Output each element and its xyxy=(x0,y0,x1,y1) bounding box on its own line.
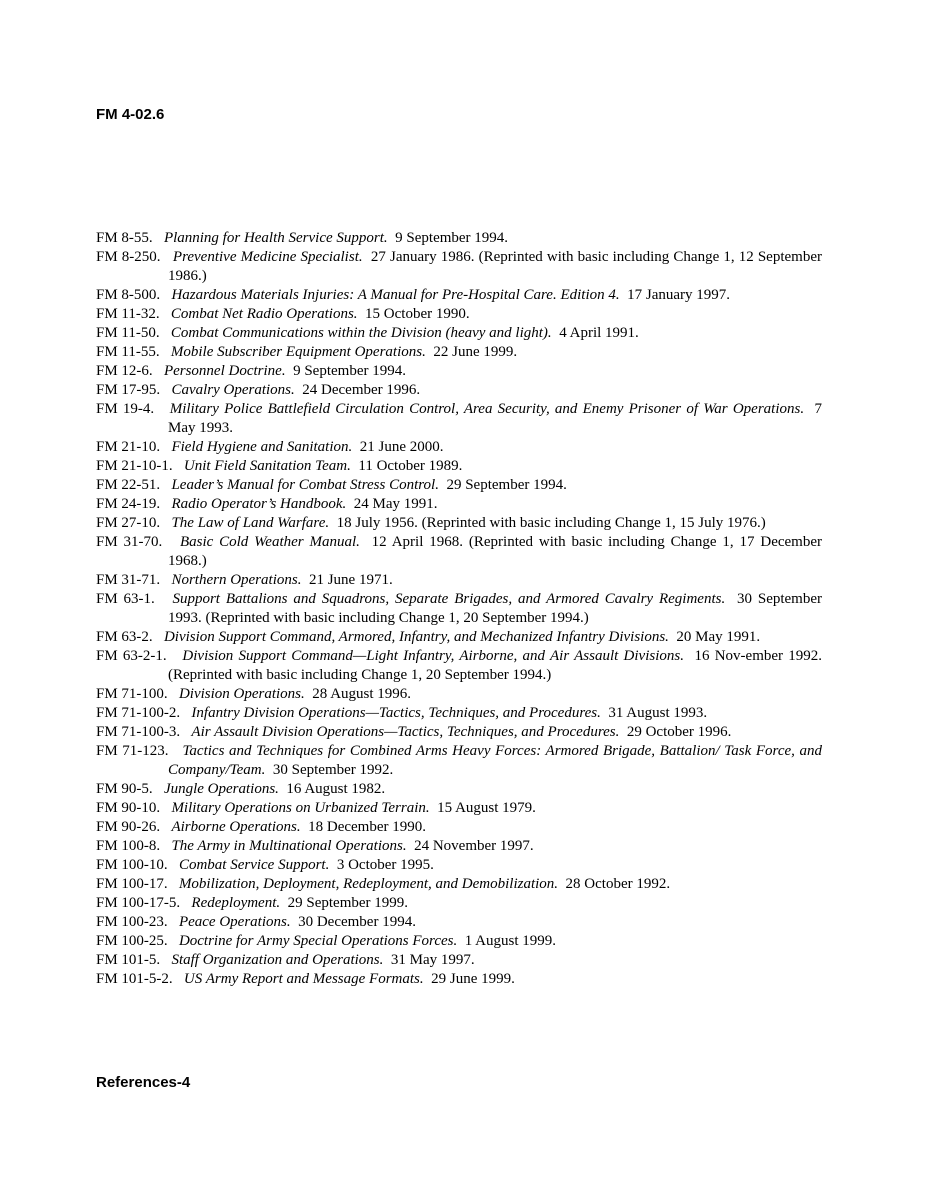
reference-title: Division Operations. xyxy=(178,686,305,702)
reference-entry xyxy=(96,343,822,362)
reference-entry xyxy=(96,818,822,837)
reference-date: 31 August 1993. xyxy=(608,705,708,721)
reference-date: 9 September 1994. xyxy=(293,363,406,379)
reference-date: 15 October 1990. xyxy=(365,306,470,322)
reference-date: 28 August 1996. xyxy=(312,686,412,702)
reference-entry xyxy=(96,951,822,970)
reference-date: 29 September 1999. xyxy=(287,895,409,911)
reference-number: FM 31-70. xyxy=(96,534,163,550)
reference-number: FM 101-5-2. xyxy=(96,971,173,987)
reference-entry xyxy=(96,381,822,400)
reference-entry xyxy=(96,400,822,438)
reference-entry xyxy=(96,248,822,286)
reference-title: Military Police Battlefield Circulation Control, Area Security, and Enemy Prisoner of War Operations. xyxy=(169,401,805,417)
reference-entry xyxy=(96,647,822,685)
reference-date: 11 October 1989. xyxy=(358,458,463,474)
reference-number: FM 17-95. xyxy=(96,382,161,398)
reference-title: Support Battalions and Squadrons, Separate Brigades, and Armored Cavalry Regiments. xyxy=(172,591,726,607)
reference-date: 21 June 2000. xyxy=(359,439,444,455)
reference-number: FM 90-10. xyxy=(96,800,161,816)
reference-entry xyxy=(96,476,822,495)
reference-entry xyxy=(96,362,822,381)
reference-date: 4 April 1991. xyxy=(559,325,639,341)
reference-title: Radio Operator’s Handbook. xyxy=(171,496,347,512)
reference-number: FM 8-250. xyxy=(96,249,161,265)
reference-date: 7 May 1993. xyxy=(168,401,823,436)
reference-title: Basic Cold Weather Manual. xyxy=(179,534,360,550)
reference-date: 18 December 1990. xyxy=(308,819,426,835)
reference-entry xyxy=(96,932,822,951)
reference-entry xyxy=(96,305,822,324)
reference-title: Air Assault Division Operations—Tactics, Techniques, and Procedures. xyxy=(191,724,620,740)
reference-number: FM 21-10. xyxy=(96,439,161,455)
reference-entry xyxy=(96,229,822,248)
reference-date: 29 June 1999. xyxy=(431,971,515,987)
reference-entry xyxy=(96,856,822,875)
reference-title: Infantry Division Operations—Tactics, Techniques, and Procedures. xyxy=(191,705,601,721)
reference-entry xyxy=(96,875,822,894)
reference-date: 29 September 1994. xyxy=(446,477,567,493)
reference-date: 15 August 1979. xyxy=(437,800,536,816)
reference-date: 31 May 1997. xyxy=(390,952,475,968)
reference-entry xyxy=(96,590,822,628)
reference-date: 24 December 1996. xyxy=(302,382,421,398)
reference-date: 16 August 1982. xyxy=(286,781,386,797)
reference-title: Leader’s Manual for Combat Stress Control. xyxy=(171,477,439,493)
reference-number: FM 100-10. xyxy=(96,857,168,873)
reference-number: FM 90-5. xyxy=(96,781,153,797)
reference-title: Combat Net Radio Operations. xyxy=(170,306,358,322)
reference-number: FM 101-5. xyxy=(96,952,161,968)
reference-number: FM 11-50. xyxy=(96,325,160,341)
reference-entry xyxy=(96,457,822,476)
reference-title: Hazardous Materials Injuries: A Manual for Pre-Hospital Care. Edition 4. xyxy=(171,287,620,303)
reference-date: 17 January 1997. xyxy=(627,287,731,303)
reference-date: 24 May 1991. xyxy=(353,496,438,512)
reference-number: FM 100-23. xyxy=(96,914,168,930)
page-footer: References-4 xyxy=(96,1074,191,1091)
reference-date: 9 September 1994. xyxy=(395,230,509,246)
reference-title: The Army in Multinational Operations. xyxy=(171,838,407,854)
reference-date: 12 April 1968. (Reprinted with basic including Change 1, 17 December 1968.) xyxy=(168,534,822,569)
reference-title: Personnel Doctrine. xyxy=(163,363,286,379)
reference-date: 29 October 1996. xyxy=(626,724,732,740)
reference-date: 1 August 1999. xyxy=(464,933,556,949)
reference-title: Mobilization, Deployment, Redeployment, and Demobilization. xyxy=(178,876,559,892)
reference-title: The Law of Land Warfare. xyxy=(171,515,330,531)
reference-number: FM 21-10-1. xyxy=(96,458,173,474)
reference-title: Staff Organization and Operations. xyxy=(171,952,384,968)
reference-number: FM 63-1. xyxy=(96,591,155,607)
reference-number: FM 90-26. xyxy=(96,819,161,835)
reference-title: Military Operations on Urbanized Terrain. xyxy=(171,800,430,816)
reference-date: 28 October 1992. xyxy=(565,876,671,892)
reference-entry xyxy=(96,324,822,343)
reference-date: 20 May 1991. xyxy=(676,629,761,645)
reference-title: Doctrine for Army Special Operations Forces. xyxy=(178,933,458,949)
reference-title: US Army Report and Message Formats. xyxy=(183,971,424,987)
reference-number: FM 100-17-5. xyxy=(96,895,181,911)
reference-number: FM 31-71. xyxy=(96,572,161,588)
reference-title: Tactics and Techniques for Combined Arms Heavy Forces: Armored Brigade, Battalion/ Task Force, and Company/Team. xyxy=(168,743,823,778)
reference-entry xyxy=(96,495,822,514)
reference-title: Field Hygiene and Sanitation. xyxy=(171,439,353,455)
reference-entry xyxy=(96,286,822,305)
reference-entry xyxy=(96,970,822,989)
reference-number: FM 63-2-1. xyxy=(96,648,167,664)
reference-number: FM 63-2. xyxy=(96,629,153,645)
reference-entry xyxy=(96,742,822,780)
reference-number: FM 100-17. xyxy=(96,876,168,892)
reference-date: 22 June 1999. xyxy=(433,344,518,360)
reference-entry xyxy=(96,780,822,799)
reference-entry xyxy=(96,913,822,932)
reference-date: 18 July 1956. (Reprinted with basic including Change 1, 15 July 1976.) xyxy=(336,515,766,531)
reference-title: Mobile Subscriber Equipment Operations. xyxy=(170,344,426,360)
reference-number: FM 100-8. xyxy=(96,838,161,854)
reference-entry xyxy=(96,438,822,457)
reference-title: Planning for Health Service Support. xyxy=(163,230,388,246)
reference-entry xyxy=(96,685,822,704)
reference-entry xyxy=(96,837,822,856)
reference-entry xyxy=(96,894,822,913)
reference-date: 3 October 1995. xyxy=(336,857,434,873)
reference-date: 21 June 1971. xyxy=(308,572,393,588)
reference-date: 24 November 1997. xyxy=(414,838,534,854)
reference-entry xyxy=(96,723,822,742)
reference-date: 30 December 1994. xyxy=(298,914,416,930)
reference-title: Cavalry Operations. xyxy=(171,382,295,398)
reference-entry xyxy=(96,514,822,533)
reference-number: FM 71-100-2. xyxy=(96,705,181,721)
reference-number: FM 8-55. xyxy=(96,230,153,246)
reference-number: FM 24-19. xyxy=(96,496,161,512)
reference-title: Combat Service Support. xyxy=(178,857,330,873)
reference-number: FM 11-32. xyxy=(96,306,160,322)
reference-number: FM 22-51. xyxy=(96,477,161,493)
reference-entry xyxy=(96,571,822,590)
reference-number: FM 100-25. xyxy=(96,933,168,949)
reference-title: Division Support Command—Light Infantry, Airborne, and Air Assault Divisions. xyxy=(182,648,684,664)
reference-title: Northern Operations. xyxy=(171,572,302,588)
reference-number: FM 12-6. xyxy=(96,363,153,379)
reference-title: Preventive Medicine Specialist. xyxy=(172,249,363,265)
reference-number: FM 8-500. xyxy=(96,287,161,303)
reference-title: Unit Field Sanitation Team. xyxy=(183,458,351,474)
reference-entry xyxy=(96,799,822,818)
reference-list xyxy=(96,229,822,989)
reference-title: Redeployment. xyxy=(191,895,281,911)
reference-date: 16 Nov-ember 1992. (Reprinted with basic including Change 1, 20 September 1994.) xyxy=(168,648,823,683)
reference-entry xyxy=(96,628,822,647)
reference-title: Jungle Operations. xyxy=(163,781,279,797)
page-header: FM 4-02.6 xyxy=(96,106,165,123)
reference-number: FM 71-100-3. xyxy=(96,724,181,740)
reference-title: Division Support Command, Armored, Infantry, and Mechanized Infantry Divisions. xyxy=(163,629,669,645)
reference-entry xyxy=(96,533,822,571)
reference-title: Peace Operations. xyxy=(178,914,291,930)
reference-number: FM 27-10. xyxy=(96,515,161,531)
reference-number: FM 71-100. xyxy=(96,686,168,702)
reference-title: Airborne Operations. xyxy=(171,819,301,835)
reference-date: 30 September 1992. xyxy=(272,762,394,778)
reference-entry xyxy=(96,704,822,723)
reference-title: Combat Communications within the Division (heavy and light). xyxy=(170,325,552,341)
reference-number: FM 19-4. xyxy=(96,401,155,417)
reference-number: FM 11-55. xyxy=(96,344,160,360)
reference-number: FM 71-123. xyxy=(96,743,169,759)
reference-date: 30 September 1993. (Reprinted with basic including Change 1, 20 September 1994.) xyxy=(168,591,822,626)
reference-date: 27 January 1986. (Reprinted with basic including Change 1, 12 September 1986.) xyxy=(168,249,822,284)
